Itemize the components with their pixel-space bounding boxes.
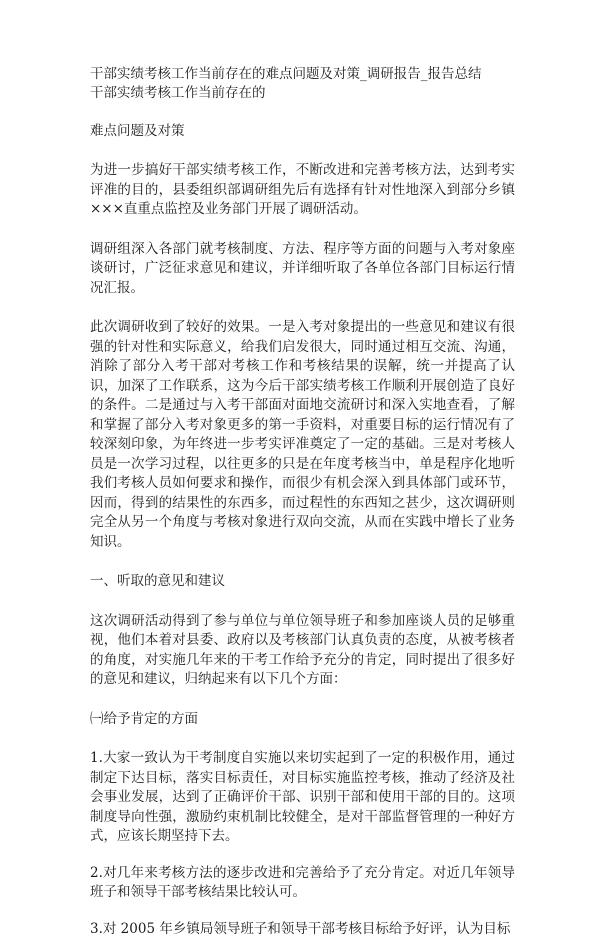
document-page	[90, 65, 515, 939]
list-item-1: 1.大家一致认为干考制度自实施以来切实起到了一定的积极作用，通过制定下达目标，落实目标责任，对目标实施监控考核，推动了经济及社会事业发展，达到了正确评价干部、识别干部和使用干部的目的。这项制度导向性强，激励约束机制比较健全，是对干部监督管理的一种好方式，应该长期坚持下去。	[90, 749, 515, 847]
paragraph-section-1: 这次调研活动得到了参与单位与单位领导班子和参加座谈人员的足够重视，他们本着对县委、政府以及考核部门认真负责的态度，从被考核者的角度，对实施几年来的干考工作给予充分的肯定，同时提出了很多好的意见和建议，归纳起来有以下几个方面：	[90, 612, 515, 690]
document-subtitle: 难点问题及对策	[90, 122, 515, 141]
document-title-line-2: 干部实绩考核工作当前存在的	[90, 84, 515, 103]
list-item-3: 3.对 2005 年乡镇局领导班子和领导干部考核目标给予好评，认为目标	[90, 920, 515, 939]
document-title-line-1: 干部实绩考核工作当前存在的难点问题及对策_调研报告_报告总结	[90, 65, 515, 84]
paragraph-effect: 此次调研收到了较好的效果。一是入考对象提出的一些意见和建议有很强的针对性和实际意义，给我们启发很大，同时通过相互交流、沟通，消除了部分入考干部对考核工作和考核结果的误解，统一并提高了认识，加深了工作联系，这为今后干部实绩考核工作顺利开展创造了良好的条件。二是通过与入考干部面对面地交流研讨和深入实地查看，了解和掌握了部分入考对象更多的第一手资料，对重要目标的运行情况有了较深刻印象，为年终进一步考实评准奠定了一定的基础。三是对考核人员是一次学习过程，以往更多的只是在年度考核当中，单是程序化地听我们考核人员如何要求和操作，而很少有机会深入到具体部门或环节，因而，得到的结果性的东西多，而过程性的东西知之甚少，这次调研则完全从另一个角度与考核对象进行双向交流，从而在实践中增长了业务知识。	[90, 318, 515, 552]
paragraph-intro: 为进一步搞好干部实绩考核工作，不断改进和完善考核方法，达到考实评准的目的，县委组织部调研组先后有选择有针对性地深入到部分乡镇×××直重点监控及业务部门开展了调研活动。	[90, 161, 515, 220]
list-item-2: 2.对几年来考核方法的逐步改进和完善给予了充分肯定。对近几年领导班子和领导干部考核结果比较认可。	[90, 864, 515, 903]
subsection-heading-affirmed: ㈠给予肯定的方面	[90, 710, 515, 730]
paragraph-method: 调研组深入各部门就考核制度、方法、程序等方面的问题与入考对象座谈研讨，广泛征求意见和建议，并详细听取了各单位各部门目标运行情况汇报。	[90, 240, 515, 299]
section-heading-opinions: 一、听取的意见和建议	[90, 572, 515, 592]
